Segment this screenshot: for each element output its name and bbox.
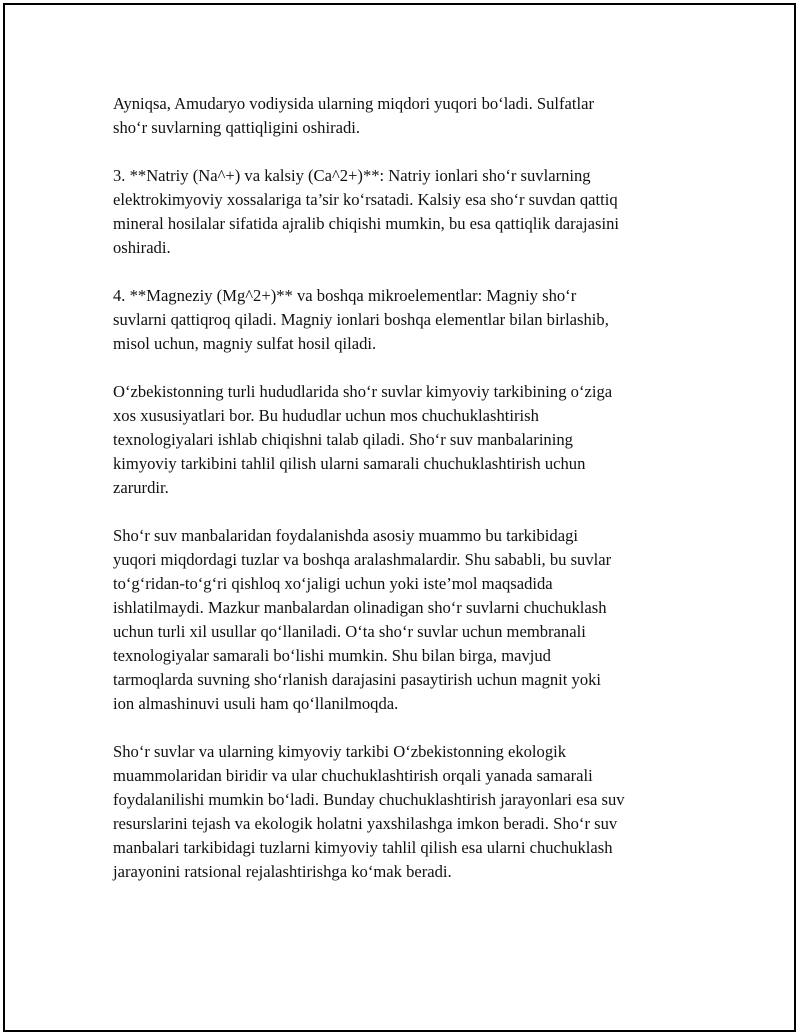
text-line: 3. **Natriy (Na^+) va kalsiy (Ca^2+)**: Natriy ionlari sho‘r suvlarning bbox=[113, 166, 591, 185]
paragraph-5 bbox=[113, 524, 693, 716]
text-line: yuqori miqdordagi tuzlar va boshqa aralashmalardir. Shu sababli, bu suvlar bbox=[113, 550, 612, 569]
text-line: Ayniqsa, Amudaryo vodiysida ularning miqdori yuqori bo‘ladi. Sulfatlar bbox=[113, 94, 595, 113]
text-line: Sho‘r suvlar va ularning kimyoviy tarkibi O‘zbekistonning ekologik bbox=[113, 742, 567, 761]
text-line: muammolaridan biridir va ular chuchuklashtirish orqali yanada samarali bbox=[113, 766, 593, 785]
text-line: 4. **Magneziy (Mg^2+)** va boshqa mikroelementlar: Magniy sho‘r bbox=[113, 286, 577, 305]
text-line: ishlatilmaydi. Mazkur manbalardan olinadigan sho‘r suvlarni chuchuklash bbox=[113, 598, 607, 617]
text-line: tarmoqlarda suvning sho‘rlanish darajasini pasaytirish uchun magnit yoki bbox=[113, 670, 602, 689]
text-line: zarurdir. bbox=[113, 478, 169, 497]
text-line: Sho‘r suv manbalaridan foydalanishda asosiy muammo bu tarkibidagi bbox=[113, 526, 578, 545]
text-line: texnologiyalari ishlab chiqishni talab qiladi. Sho‘r suv manbalarining bbox=[113, 430, 573, 449]
text-line: foydalanilishi mumkin bo‘ladi. Bunday chuchuklashtirish jarayonlari esa suv bbox=[113, 790, 625, 809]
paragraph-3 bbox=[113, 284, 693, 356]
text-line: O‘zbekistonning turli hududlarida sho‘r suvlar kimyoviy tarkibining o‘ziga bbox=[113, 382, 613, 401]
text-line: misol uchun, magniy sulfat hosil qiladi. bbox=[113, 334, 377, 353]
text-line: jarayonini ratsional rejalashtirishga ko‘mak beradi. bbox=[113, 862, 452, 881]
text-line: kimyoviy tarkibini tahlil qilish ularni samarali chuchuklashtirish uchun bbox=[113, 454, 586, 473]
paragraph-4 bbox=[113, 380, 693, 500]
text-line: oshiradi. bbox=[113, 238, 171, 257]
text-line: manbalari tarkibidagi tuzlarni kimyoviy tahlil qilish esa ularni chuchuklash bbox=[113, 838, 613, 857]
text-line: elektrokimyoviy xossalariga ta’sir ko‘rsatadi. Kalsiy esa sho‘r suvdan qattiq bbox=[113, 190, 618, 209]
text-line: uchun turli xil usullar qo‘llaniladi. O‘ta sho‘r suvlar uchun membranali bbox=[113, 622, 586, 641]
text-line: to‘g‘ridan-to‘g‘ri qishloq xo‘jaligi uchun yoki iste’mol maqsadida bbox=[113, 574, 553, 593]
paragraph-1 bbox=[113, 92, 693, 140]
paragraph-6 bbox=[113, 740, 693, 884]
text-line: xos xususiyatlari bor. Bu hududlar uchun mos chuchuklashtirish bbox=[113, 406, 539, 425]
paragraph-2 bbox=[113, 164, 693, 260]
text-line: suvlarni qattiqroq qiladi. Magniy ionlari boshqa elementlar bilan birlashib, bbox=[113, 310, 609, 329]
document-body bbox=[113, 92, 693, 908]
text-line: ion almashinuvi usuli ham qo‘llanilmoqda. bbox=[113, 694, 399, 713]
text-line: resurslarini tejash va ekologik holatni yaxshilashga imkon beradi. Sho‘r suv bbox=[113, 814, 618, 833]
text-line: mineral hosilalar sifatida ajralib chiqishi mumkin, bu esa qattiqlik darajasini bbox=[113, 214, 619, 233]
text-line: sho‘r suvlarning qattiqligini oshiradi. bbox=[113, 118, 361, 137]
text-line: texnologiyalar samarali bo‘lishi mumkin. Shu bilan birga, mavjud bbox=[113, 646, 551, 665]
